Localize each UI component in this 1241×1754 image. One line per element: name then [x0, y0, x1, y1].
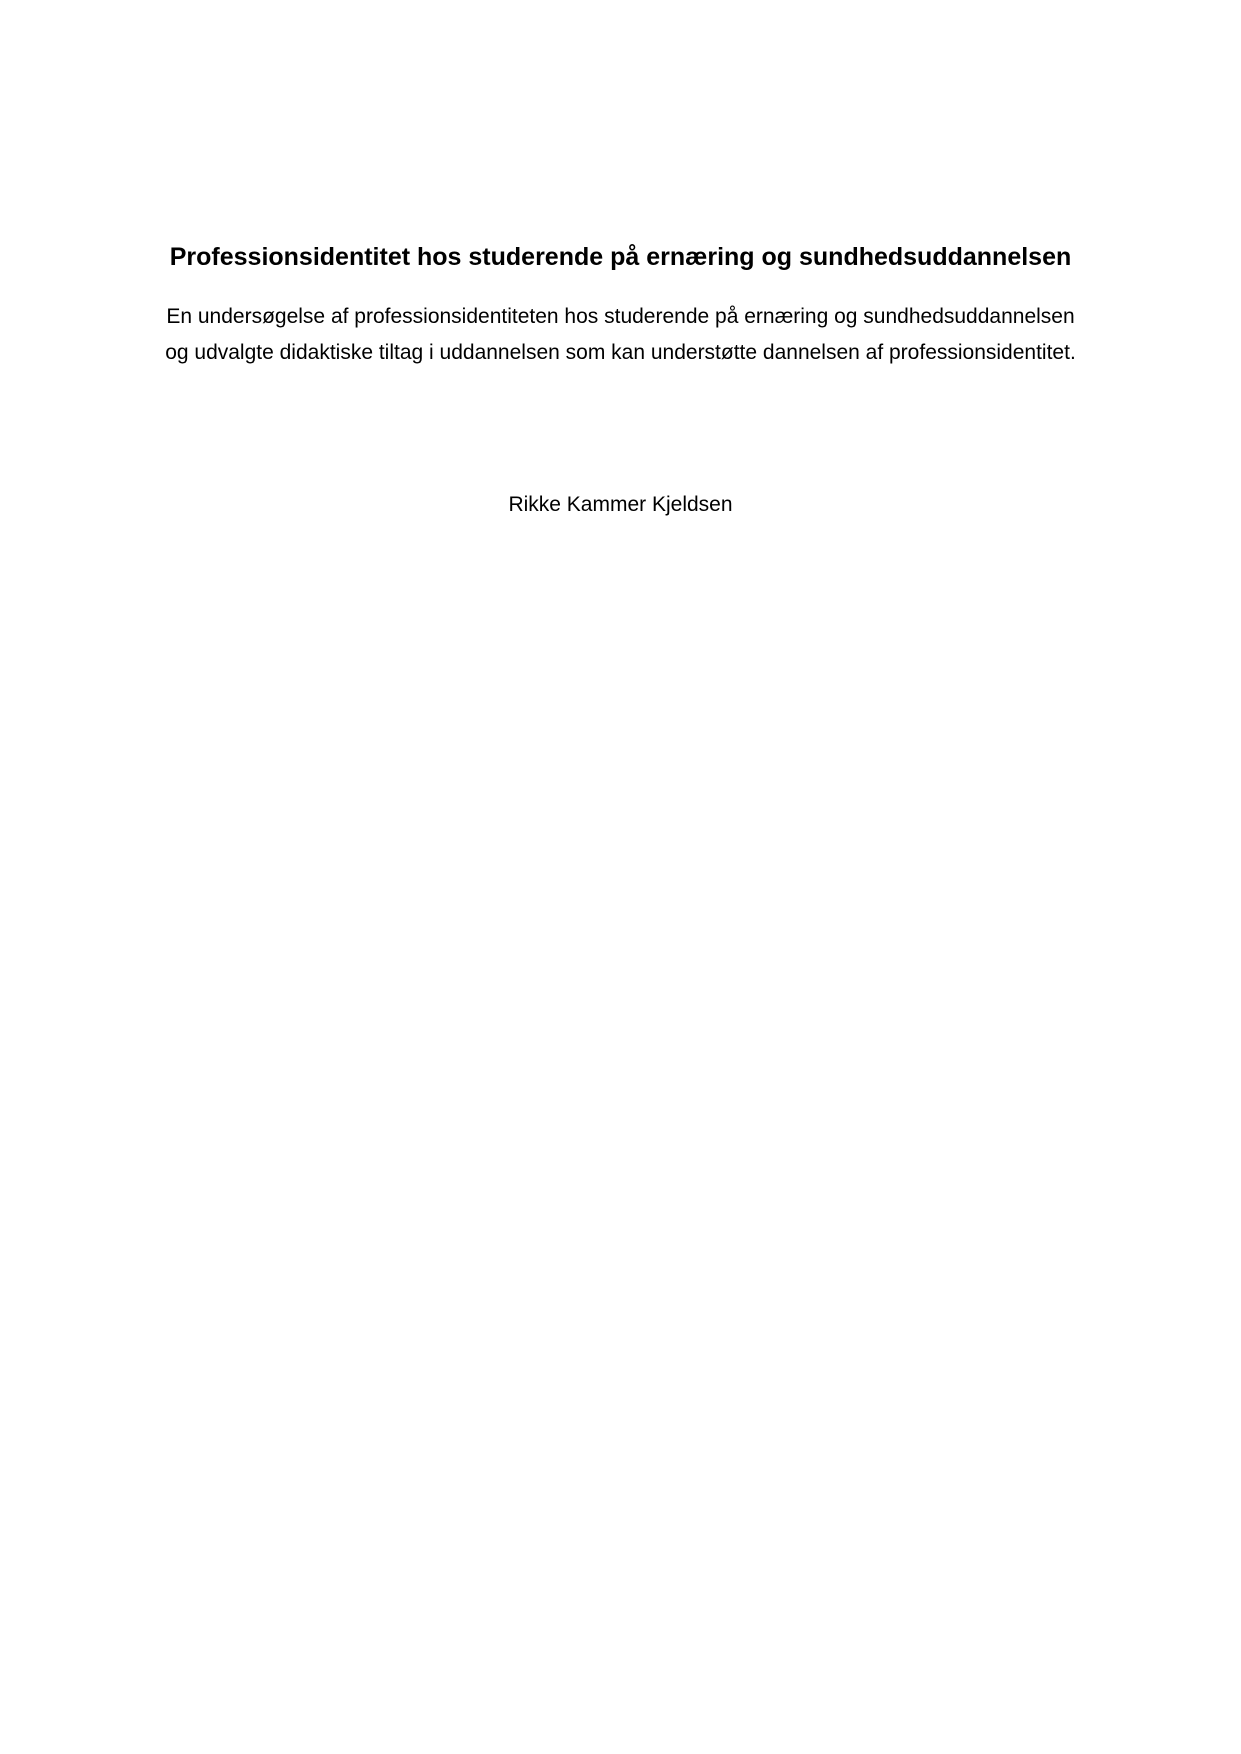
- subtitle-line-1: En undersøgelse af professionsidentiteten hos studerende på ernæring og sundhedsuddannelsen: [166, 305, 1075, 328]
- document-title: Professionsidentitet hos studerende på ernæring og sundhedsuddannelsen: [169, 243, 1072, 271]
- document-subtitle: [90, 299, 1151, 371]
- author-name: Rikke Kammer Kjeldsen: [508, 493, 733, 516]
- subtitle-line-2: og udvalgte didaktiske tiltag i uddannelsen som kan understøtte dannelsen af professionsidentitet.: [165, 341, 1076, 364]
